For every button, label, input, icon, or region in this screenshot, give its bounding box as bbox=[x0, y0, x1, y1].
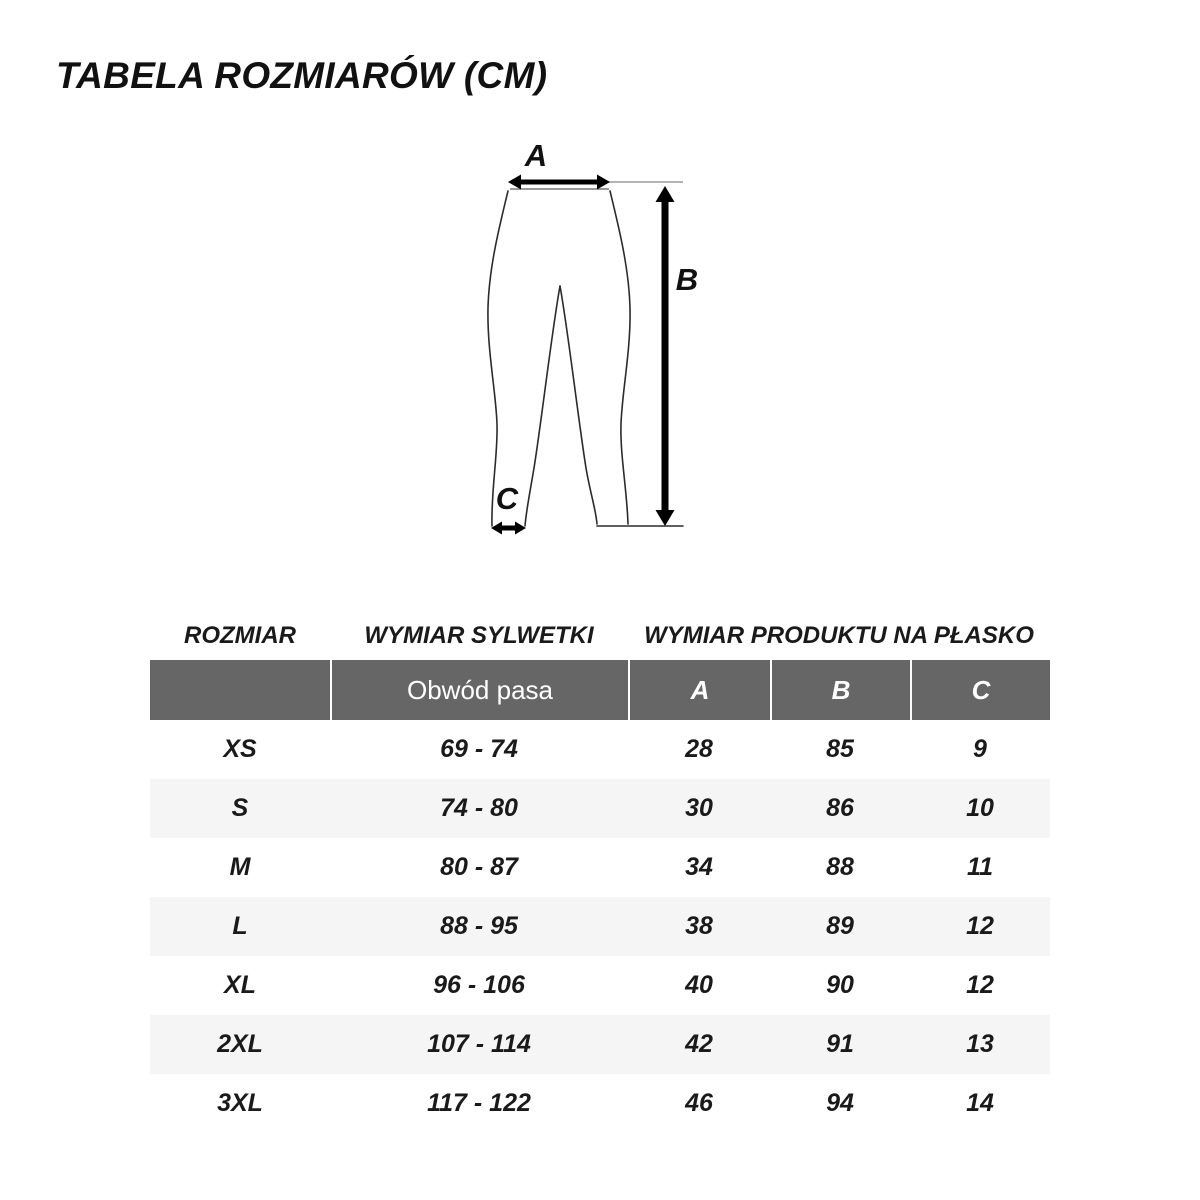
left-outer-seam bbox=[488, 191, 508, 526]
row-b-cell: 90 bbox=[826, 971, 854, 999]
table-row bbox=[150, 720, 1050, 779]
row-a-cell: 40 bbox=[685, 971, 713, 999]
row-waist-cell: 88 - 95 bbox=[440, 912, 518, 940]
row-waist-cell: 117 - 122 bbox=[427, 1089, 531, 1117]
left-inner-seam bbox=[525, 286, 560, 526]
table-row bbox=[150, 897, 1050, 956]
row-c-cell: 12 bbox=[966, 912, 994, 940]
row-a-cell: 46 bbox=[685, 1089, 713, 1117]
table-row bbox=[150, 838, 1050, 897]
row-b-cell: 94 bbox=[826, 1089, 854, 1117]
group-header-wymiar-produktu: WYMIAR PRODUKTU NA PŁASKO bbox=[644, 622, 1034, 649]
header-cell-c: C bbox=[910, 660, 1050, 720]
right-inner-seam bbox=[560, 286, 597, 524]
row-size-cell: L bbox=[232, 912, 248, 940]
table-row bbox=[150, 1015, 1050, 1074]
row-waist-cell: 69 - 74 bbox=[440, 735, 518, 763]
right-outer-seam bbox=[610, 191, 630, 524]
row-a-cell: 38 bbox=[685, 912, 713, 940]
table-body bbox=[150, 720, 1050, 1133]
label-c: C bbox=[495, 481, 519, 516]
pants-outline bbox=[488, 191, 683, 526]
label-a: A bbox=[524, 138, 548, 173]
row-size-cell: S bbox=[231, 794, 249, 822]
row-a-cell: 34 bbox=[685, 853, 713, 881]
row-size-cell: 2XL bbox=[217, 1030, 263, 1058]
label-b: B bbox=[675, 262, 699, 297]
row-size-cell: XS bbox=[223, 735, 257, 763]
row-c-cell: 10 bbox=[966, 794, 994, 822]
row-c-cell: 13 bbox=[966, 1030, 994, 1058]
measure-arrow-b bbox=[656, 186, 675, 526]
table-row bbox=[150, 956, 1050, 1015]
row-waist-cell: 96 - 106 bbox=[433, 971, 525, 999]
table-header-row bbox=[150, 660, 1050, 720]
page-title: TABELA ROZMIARÓW (CM) bbox=[56, 55, 548, 96]
row-b-cell: 89 bbox=[826, 912, 854, 940]
row-b-cell: 91 bbox=[826, 1030, 854, 1058]
row-waist-cell: 80 - 87 bbox=[440, 853, 518, 881]
row-b-cell: 85 bbox=[826, 735, 854, 763]
row-a-cell: 30 bbox=[685, 794, 713, 822]
row-c-cell: 11 bbox=[967, 853, 993, 881]
row-b-cell: 88 bbox=[826, 853, 854, 881]
row-c-cell: 14 bbox=[966, 1089, 994, 1117]
row-size-cell: XL bbox=[224, 971, 256, 999]
measure-arrow-c bbox=[491, 522, 526, 535]
table-group-header-row bbox=[150, 612, 1050, 660]
size-table bbox=[150, 612, 1050, 1133]
row-a-cell: 42 bbox=[685, 1030, 713, 1058]
row-c-cell: 12 bbox=[966, 971, 994, 999]
row-c-cell: 9 bbox=[973, 735, 987, 763]
row-a-cell: 28 bbox=[685, 735, 713, 763]
row-waist-cell: 107 - 114 bbox=[427, 1030, 531, 1058]
row-waist-cell: 74 - 80 bbox=[440, 794, 518, 822]
row-b-cell: 86 bbox=[826, 794, 854, 822]
header-cell-waist: Obwód pasa bbox=[330, 660, 628, 720]
row-size-cell: M bbox=[229, 853, 251, 881]
group-header-rozmiar: ROZMIAR bbox=[184, 622, 296, 649]
header-cell-size bbox=[150, 660, 330, 720]
measure-arrow-a bbox=[508, 175, 610, 190]
header-cell-a: A bbox=[628, 660, 770, 720]
table-row bbox=[150, 1074, 1050, 1133]
row-size-cell: 3XL bbox=[217, 1089, 263, 1117]
header-cell-b: B bbox=[770, 660, 910, 720]
group-header-wymiar-sylwetki: WYMIAR SYLWETKI bbox=[364, 622, 594, 649]
table-row bbox=[150, 779, 1050, 838]
